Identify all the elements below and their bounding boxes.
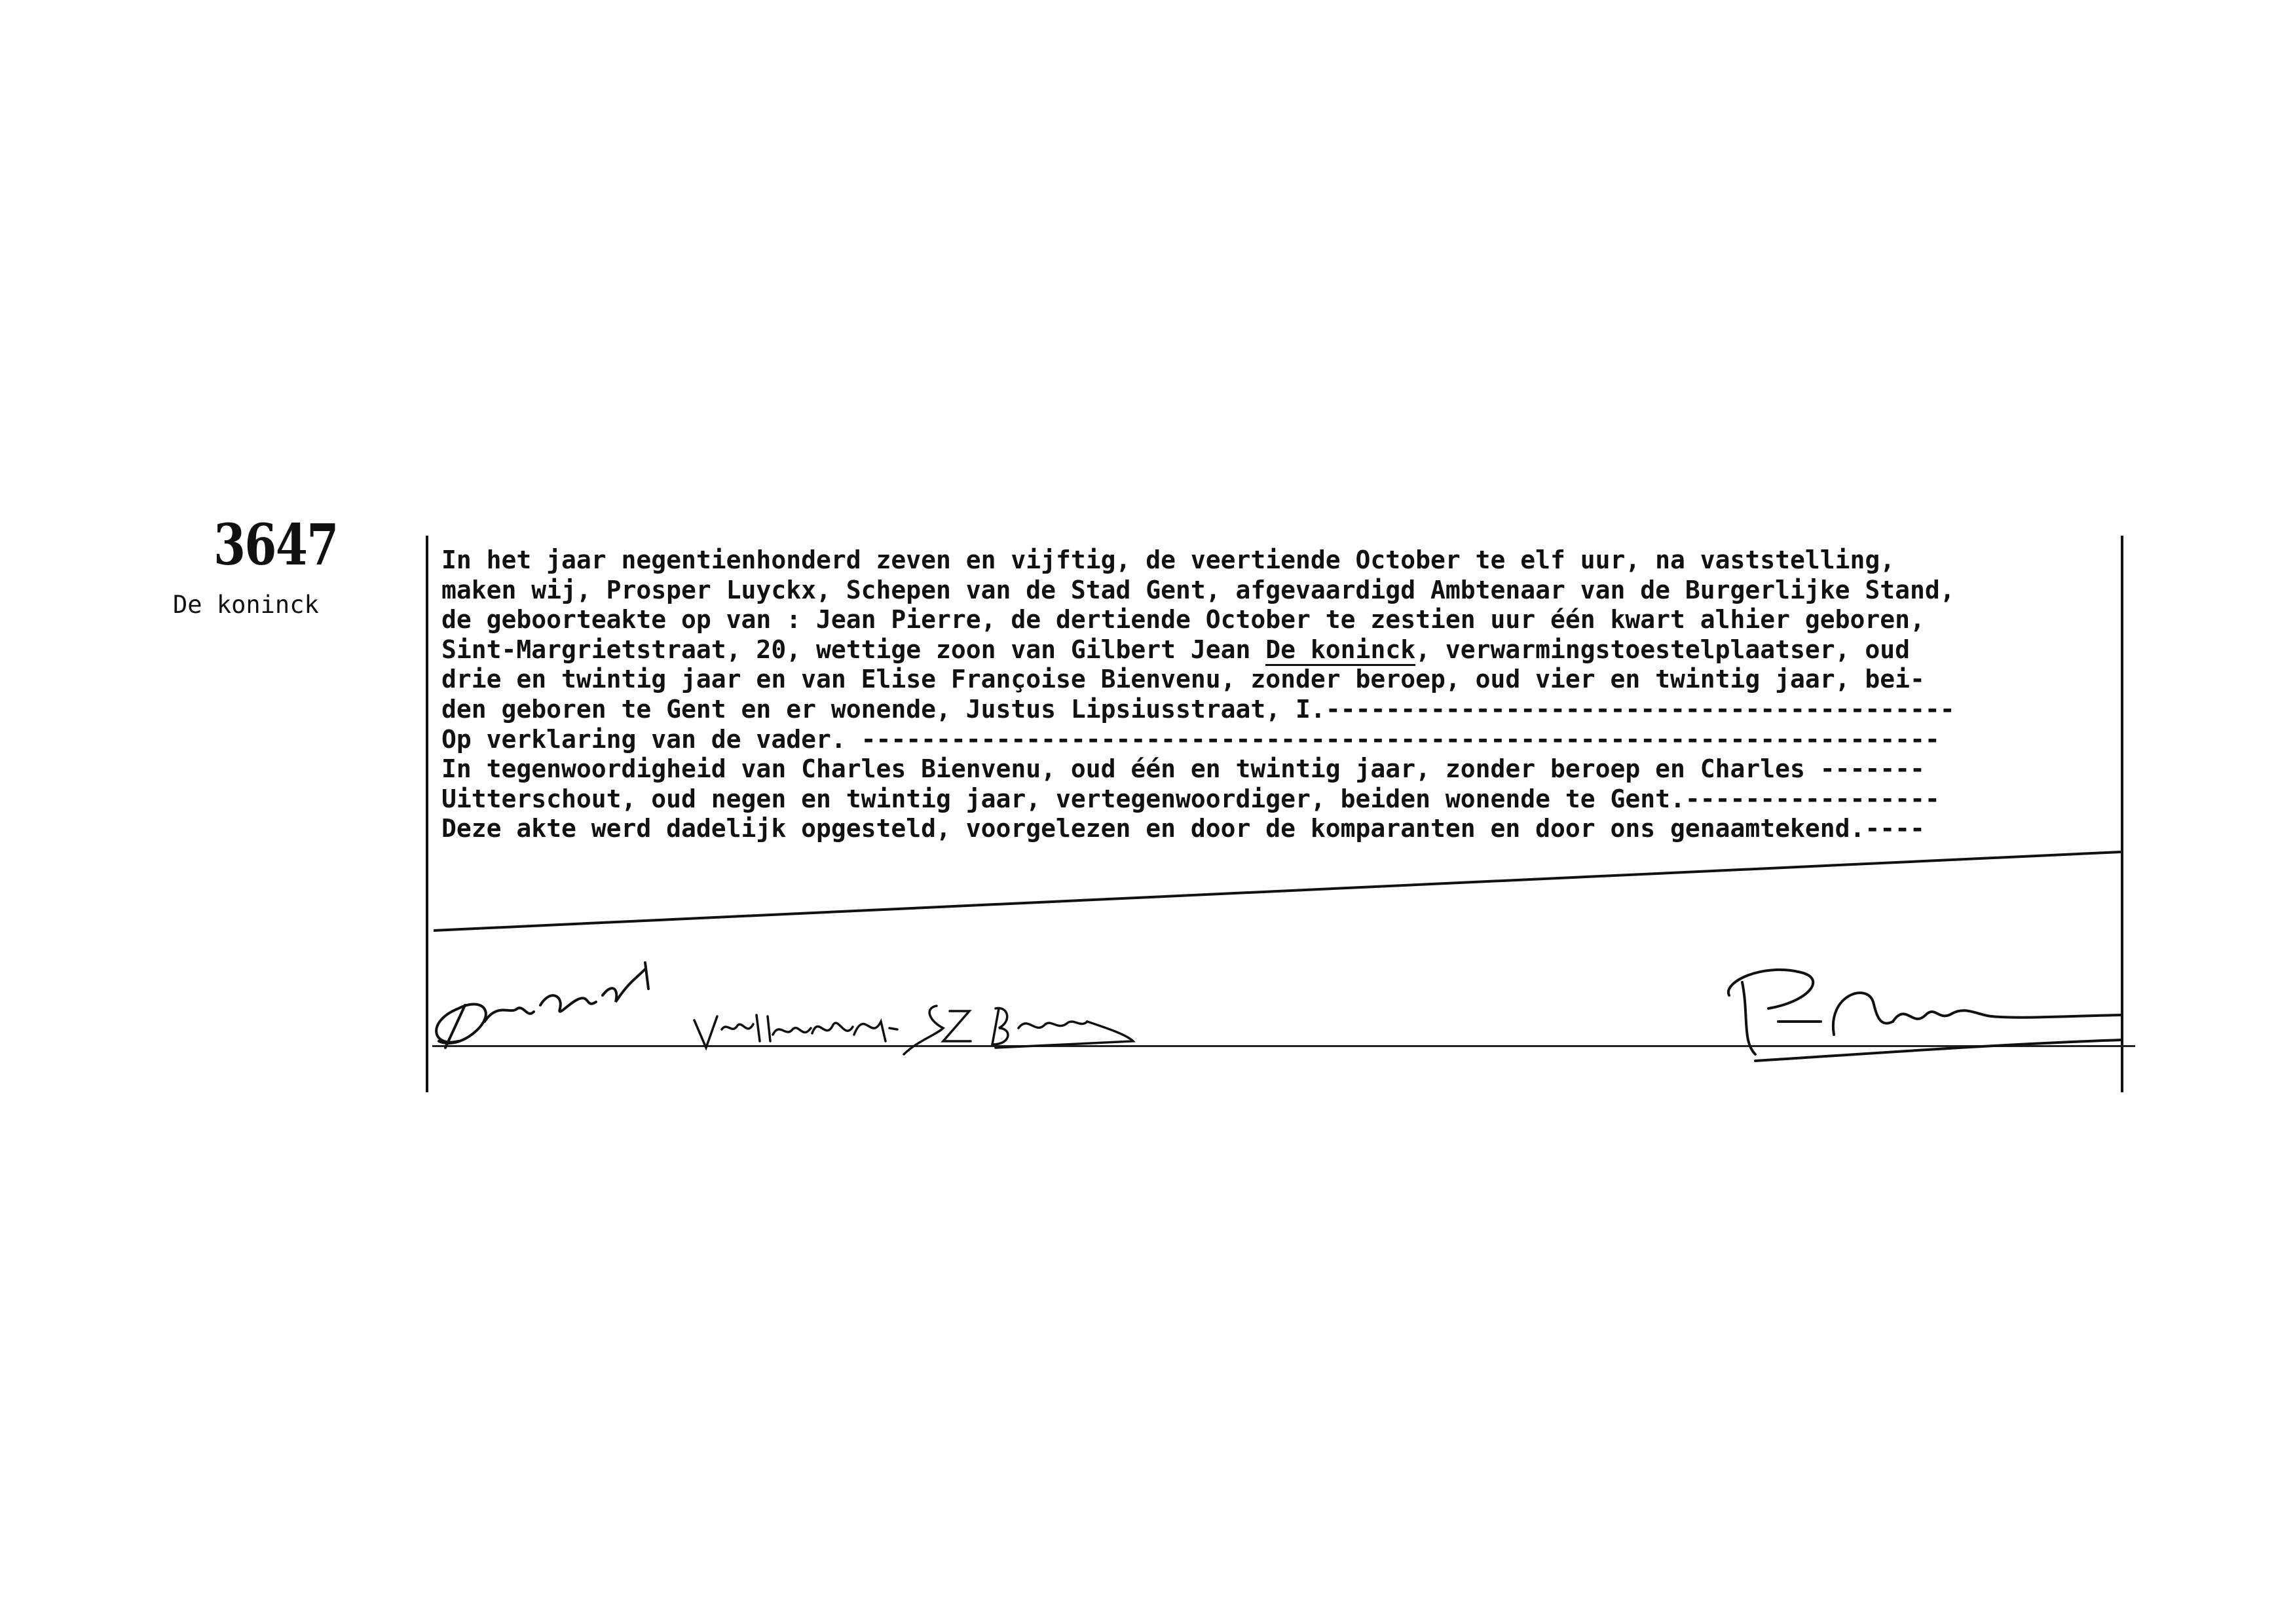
body-line: den geboren te Gent en er wonende, Justus Lipsiusstraat, I.------------------------------------------ xyxy=(441,694,1955,724)
body-line: Uitterschout, oud negen en twintig jaar, vertegenwoordiger, beiden wonende te Gent.----------------- xyxy=(441,784,1940,813)
signature-uitterschout xyxy=(694,1015,897,1048)
signature-bienvenu xyxy=(904,1006,1133,1054)
dash-fill: ---- xyxy=(1865,814,1925,843)
dash-fill: ------- xyxy=(1819,754,1925,784)
body-line: maken wij, Prosper Luyckx, Schepen van de Stad Gent, afgevaardigd Ambtenaar van de Burgerlijke Stand, xyxy=(441,575,1955,604)
margin-name: De koninck xyxy=(173,591,319,619)
dash-fill: ----------------- xyxy=(1685,784,1940,813)
dash-fill: ------------------------------------------ xyxy=(1325,694,1955,724)
body-line: Deze akte werd dadelijk opgesteld, voorgelezen en door de komparanten en door ons genaamtekend.---- xyxy=(441,814,1925,843)
body-line: In tegenwoordigheid van Charles Bienvenu, oud één en twintig jaar, zonder beroep en Charles ------- xyxy=(441,754,1925,784)
body-line: drie en twintig jaar en van Elise Françoise Bienvenu, zonder beroep, oud vier en twintig jaar, bei- xyxy=(441,665,1925,694)
signature-luyckx xyxy=(1728,970,2122,1061)
act-body xyxy=(441,545,2118,844)
signature-area xyxy=(419,943,2148,1113)
closing-diagonal-line xyxy=(426,848,2129,953)
body-line: de geboorteakte op van : Jean Pierre, de dertiende October te zestien uur één kwart alhier geboren, xyxy=(441,605,1925,635)
act-number: 3647 xyxy=(214,512,338,578)
underlined-surname: De koninck xyxy=(1265,635,1415,666)
dash-fill: ------------------------------------------------------------------------ xyxy=(861,724,1940,754)
body-line: Op verklaring van de vader. ------------------------------------------------------------------------ xyxy=(441,724,1940,754)
body-line: In het jaar negentienhonderd zeven en vijftig, de veertiende October te elf uur, na vaststelling, xyxy=(441,545,1895,574)
body-line: Sint-Margrietstraat, 20, wettige zoon van Gilbert Jean De koninck, verwarmingstoestelplaatser, oud xyxy=(441,635,2118,665)
signature-de-koninck xyxy=(436,963,648,1048)
